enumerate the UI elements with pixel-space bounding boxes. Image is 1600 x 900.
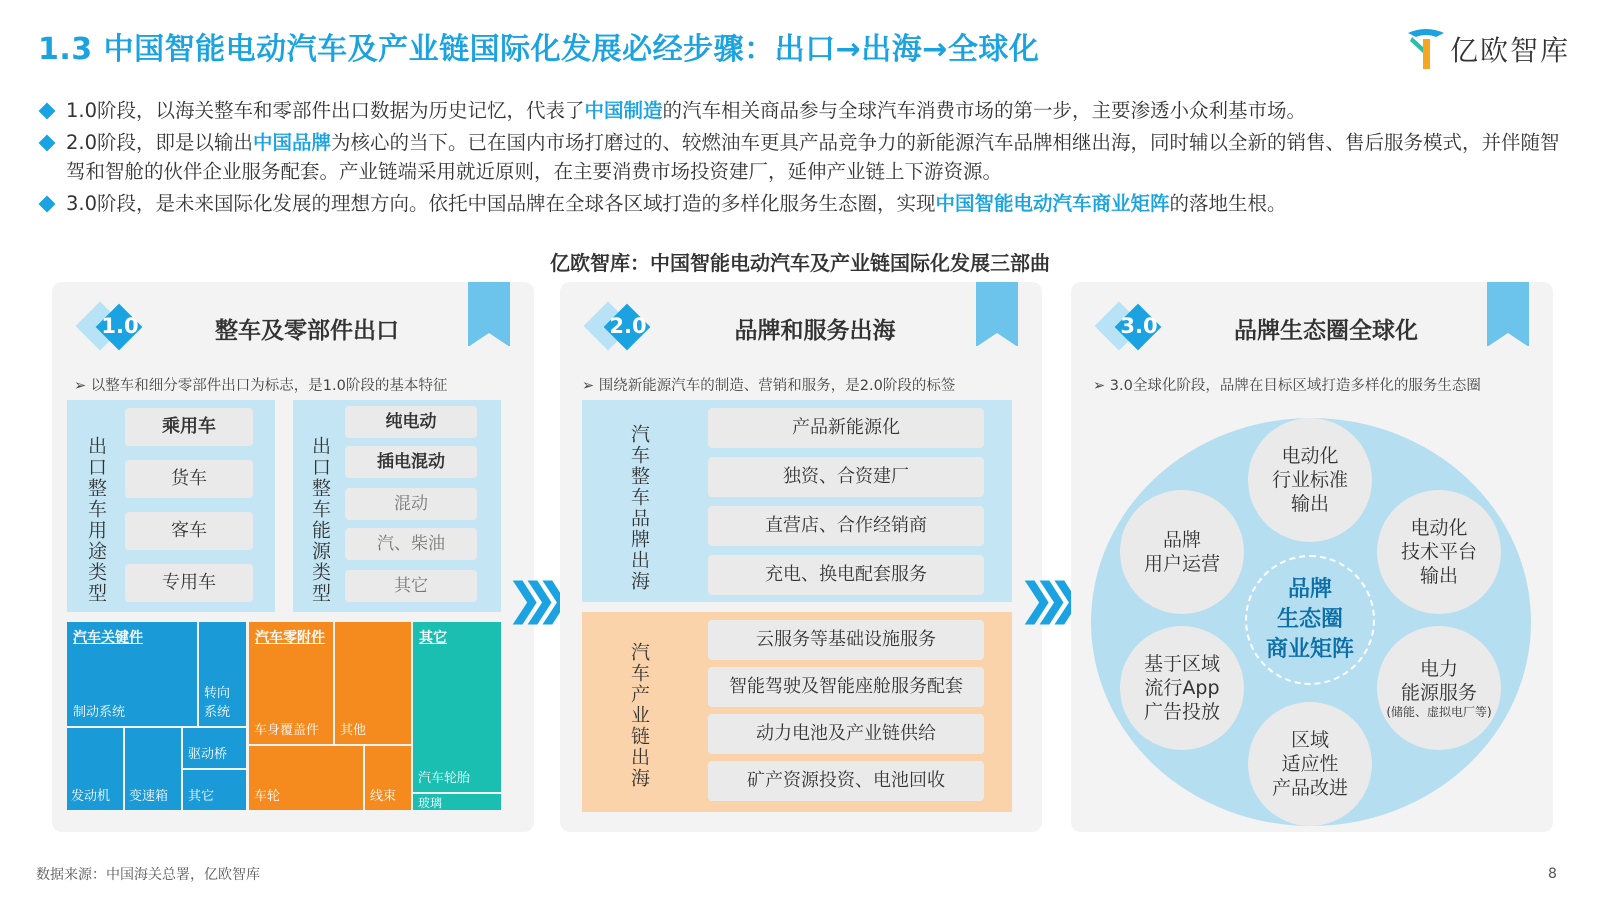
energy-type-box: [293, 400, 501, 612]
usage-type-label: 出口整车用途类型: [85, 436, 107, 604]
chain-item: 动力电池及产业链供给: [708, 714, 984, 754]
treemap-tile: 线束: [365, 746, 411, 810]
energy-item: 插电混动: [345, 446, 477, 478]
brand-item: 产品新能源化: [708, 408, 984, 448]
diamond-icon: [39, 196, 56, 213]
data-source: 数据来源：中国海关总署，亿欧智库: [36, 867, 260, 883]
treemap-tile: 汽车零附件 车身覆盖件: [249, 622, 333, 744]
usage-item: 乘用车: [125, 408, 253, 446]
panel-title: 整车及零部件出口: [215, 318, 399, 344]
bullet-text: 的落地生根。: [1169, 192, 1287, 215]
treemap-tile: 玻璃: [413, 794, 501, 810]
bookmark-icon: [1487, 282, 1529, 346]
energy-type-label: 出口整车能源类型: [309, 436, 331, 604]
panel-note: ➢ 围绕新能源汽车的制造、营销和服务，是2.0阶段的标签: [582, 378, 956, 394]
treemap-tile: 变速箱: [125, 728, 181, 810]
ecosystem-node: 品牌 用户运营: [1120, 490, 1244, 614]
bullet-item: [38, 128, 1568, 186]
diamond-icon: [39, 103, 56, 120]
bullet-highlight: 中国制造: [584, 99, 663, 122]
bullet-list: [38, 96, 1568, 221]
chain-item: 智能驾驶及智能座舱服务配套: [708, 667, 984, 707]
energy-item: 纯电动: [345, 406, 477, 438]
ecosystem-node: 区域 适应性 产品改进: [1248, 702, 1372, 826]
brand-item: 独资、合资建厂: [708, 457, 984, 497]
logo-text: 亿欧智库: [1450, 34, 1571, 67]
bookmark-icon: [976, 282, 1018, 346]
treemap-tile: 发动机: [67, 728, 123, 810]
bullet-text: 2.0阶段，即是以输出: [66, 131, 254, 154]
panel-note: ➢ 以整车和细分零部件出口为标志，是1.0阶段的基本特征: [74, 378, 448, 394]
energy-item: 其它: [345, 570, 477, 602]
brand-outbound-box: [582, 400, 1012, 602]
ecosystem-center: 品牌 生态圈 商业矩阵: [1245, 555, 1375, 685]
logo: [1406, 26, 1576, 72]
stage-badge: 1.0: [76, 302, 156, 350]
panel-stage-2: [560, 282, 1042, 832]
treemap-tile: 其它 汽车轮胎: [413, 622, 501, 792]
bullet-item: [38, 189, 1568, 218]
bookmark-icon: [468, 282, 510, 346]
treemap-tile: 其他: [335, 622, 411, 744]
usage-type-box: [67, 400, 275, 612]
chain-outbound-box: [582, 612, 1012, 812]
panel-title: 品牌生态圈全球化: [1234, 318, 1418, 344]
brand-item: 充电、换电配套服务: [708, 555, 984, 595]
panel-title: 品牌和服务出海: [734, 318, 896, 344]
bullet-text: 的汽车相关商品参与全球汽车消费市场的第一步，主要渗透小众利基市场。: [662, 99, 1307, 122]
page-title: 1.3 中国智能电动汽车及产业链国际化发展必经步骤：出口→出海→全球化: [38, 32, 1040, 67]
usage-item: 专用车: [125, 564, 253, 602]
panel-stage-1: [52, 282, 534, 832]
stage-badge: 3.0: [1095, 302, 1175, 350]
stage-badge: 2.0: [584, 302, 664, 350]
bullet-text: 为核心的当下。已在国内市场打磨过的、较燃油车更具产品竞争力的新能源汽车品牌相继出海，同时辅以全新的销售、售后服务模式，并伴随智驾和智舱的伙伴企业服务配套。产业链端采用就近原则，在主要消费市场投资建厂，延伸产业链上下游资源。: [66, 131, 1560, 183]
usage-item: 货车: [125, 460, 253, 498]
brand-outbound-label: 汽车整车品牌出海: [628, 424, 650, 592]
bullet-highlight: 中国智能电动汽车商业矩阵: [935, 192, 1170, 215]
treemap-tile: 驱动桥: [183, 728, 246, 768]
chain-item: 矿产资源投资、电池回收: [708, 761, 984, 801]
treemap-tile: 汽车关键件 制动系统: [67, 622, 197, 726]
usage-item: 客车: [125, 512, 253, 550]
ecosystem-node: 电动化 行业标准 输出: [1248, 418, 1372, 542]
energy-item: 汽、柴油: [345, 528, 477, 560]
diagram-subtitle: 亿欧智库：中国智能电动汽车及产业链国际化发展三部曲: [550, 251, 1050, 275]
page-number: 8: [1548, 866, 1557, 882]
energy-item: 混动: [345, 488, 477, 520]
chain-item: 云服务等基础设施服务: [708, 620, 984, 660]
logo-icon: [1406, 27, 1446, 71]
treemap-tile: 转向系统: [199, 622, 246, 726]
panel-note: ➢ 3.0全球化阶段，品牌在目标区域打造多样化的服务生态圈: [1093, 378, 1481, 394]
treemap-tile: 其它: [183, 770, 246, 810]
diamond-icon: [39, 135, 56, 152]
bullet-highlight: 中国品牌: [253, 131, 332, 154]
chain-outbound-label: 汽车产业链出海: [628, 642, 650, 789]
bullet-text: 1.0阶段，以海关整车和零部件出口数据为历史记忆，代表了: [66, 99, 585, 122]
ecosystem-node: 电力 能源服务 (储能、虚拟电厂等): [1377, 626, 1501, 750]
ecosystem-node: 基于区域 流行App 广告投放: [1120, 626, 1244, 750]
ecosystem-node: 电动化 技术平台 输出: [1377, 490, 1501, 614]
bullet-text: 3.0阶段，是未来国际化发展的理想方向。依托中国品牌在全球各区域打造的多样化服务生态圈，实现: [66, 192, 936, 215]
brand-item: 直营店、合作经销商: [708, 506, 984, 546]
bullet-item: [38, 96, 1568, 125]
chevron-right-icon: ❯❯❯: [506, 574, 551, 625]
chevron-right-icon: ❯❯❯: [1018, 574, 1063, 625]
treemap-tile: 车轮: [249, 746, 363, 810]
